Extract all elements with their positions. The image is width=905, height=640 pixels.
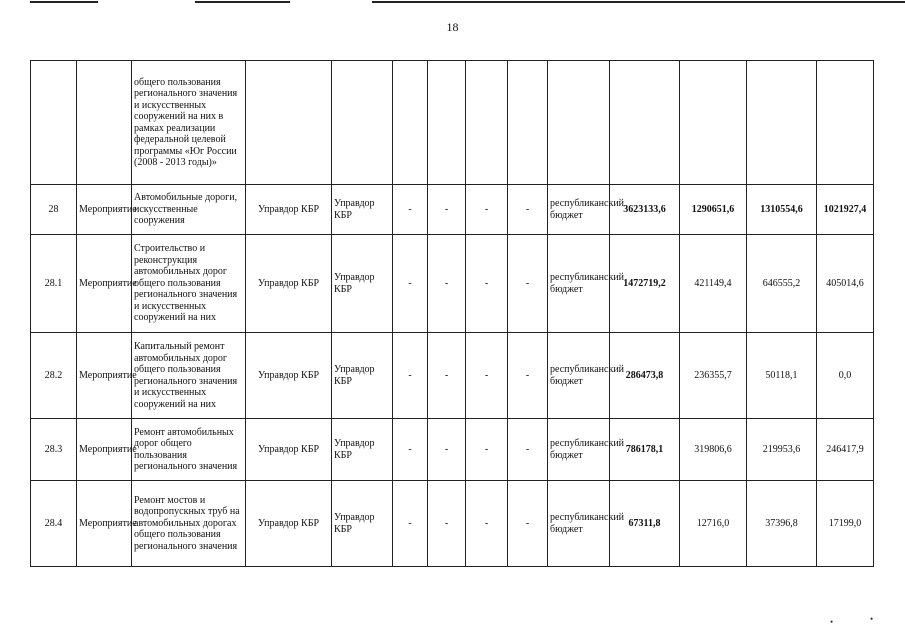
row-value-3: 246417,9 xyxy=(817,419,874,481)
row-executor: Управдор КБР xyxy=(246,235,332,333)
top-rule-middle xyxy=(195,1,290,3)
row-type: Мероприятие xyxy=(77,481,132,567)
row-dash: - xyxy=(466,481,508,567)
row-dash: - xyxy=(393,333,428,419)
row-source: республиканский бюджет xyxy=(548,235,610,333)
row-value-1: 12716,0 xyxy=(680,481,747,567)
row-value-1: 319806,6 xyxy=(680,419,747,481)
row-participant: Управдор КБР xyxy=(332,185,393,235)
row-value-1: 421149,4 xyxy=(680,235,747,333)
row-source: республиканский бюджет xyxy=(548,185,610,235)
row-dash: - xyxy=(393,235,428,333)
row-number: 28.1 xyxy=(31,235,77,333)
row-participant: Управдор КБР xyxy=(332,235,393,333)
row-dash: - xyxy=(393,185,428,235)
row-dash: - xyxy=(508,481,548,567)
row-participant: Управдор КБР xyxy=(332,333,393,419)
program-table xyxy=(30,60,874,567)
row-participant: Управдор КБР xyxy=(332,481,393,567)
row-value-2: 646555,2 xyxy=(747,235,817,333)
scan-speck: • xyxy=(870,614,874,624)
row-dash: - xyxy=(508,419,548,481)
row-name: Строительство и реконструкция автомобильных дорог общего пользования регионального значения и искусственных сооружений на них xyxy=(132,235,246,333)
table-row xyxy=(31,185,874,235)
row-dash: - xyxy=(466,235,508,333)
table-row xyxy=(31,235,874,333)
top-rule-left xyxy=(30,1,98,3)
row-value-3: 1021927,4 xyxy=(817,185,874,235)
row-participant: Управдор КБР xyxy=(332,419,393,481)
table-row xyxy=(31,481,874,567)
row-value-2: 50118,1 xyxy=(747,333,817,419)
row-value-3: 17199,0 xyxy=(817,481,874,567)
row-value-3: 0,0 xyxy=(817,333,874,419)
scan-speck: • xyxy=(830,617,834,627)
row-dash: - xyxy=(428,333,466,419)
continuation-text: общего пользования регионального значения и искусственных сооружений на них в рамках реализации федеральной целевой программы «Юг России (2008 - 2013 годы)» xyxy=(132,61,246,185)
table-row xyxy=(31,419,874,481)
row-dash: - xyxy=(428,185,466,235)
row-dash: - xyxy=(508,235,548,333)
row-name: Капитальный ремонт автомобильных дорог общего пользования регионального значения и искусственных сооружений на них xyxy=(132,333,246,419)
row-type: Мероприятие xyxy=(77,185,132,235)
row-value-1: 236355,7 xyxy=(680,333,747,419)
row-source: республиканский бюджет xyxy=(548,333,610,419)
row-dash: - xyxy=(393,481,428,567)
row-executor: Управдор КБР xyxy=(246,333,332,419)
row-source: республиканский бюджет xyxy=(548,481,610,567)
row-number: 28.2 xyxy=(31,333,77,419)
row-value-2: 1310554,6 xyxy=(747,185,817,235)
table-row xyxy=(31,333,874,419)
row-dash: - xyxy=(466,419,508,481)
row-dash: - xyxy=(508,185,548,235)
row-dash: - xyxy=(428,481,466,567)
table-row-continuation xyxy=(31,61,874,185)
row-value-3: 405014,6 xyxy=(817,235,874,333)
row-dash: - xyxy=(393,419,428,481)
row-value-1: 1290651,6 xyxy=(680,185,747,235)
row-name: Ремонт автомобильных дорог общего пользования регионального значения xyxy=(132,419,246,481)
row-value-2: 37396,8 xyxy=(747,481,817,567)
row-dash: - xyxy=(466,185,508,235)
row-number: 28.3 xyxy=(31,419,77,481)
row-total: 1472719,2 xyxy=(610,235,680,333)
row-type: Мероприятие xyxy=(77,419,132,481)
row-number: 28.4 xyxy=(31,481,77,567)
row-name: Ремонт мостов и водопропускных труб на автомобильных дорогах общего пользования регионального значения xyxy=(132,481,246,567)
row-dash: - xyxy=(466,333,508,419)
row-type: Мероприятие xyxy=(77,333,132,419)
row-dash: - xyxy=(428,419,466,481)
row-executor: Управдор КБР xyxy=(246,419,332,481)
row-type: Мероприятие xyxy=(77,235,132,333)
row-executor: Управдор КБР xyxy=(246,185,332,235)
row-source: республиканский бюджет xyxy=(548,419,610,481)
row-number: 28 xyxy=(31,185,77,235)
row-total: 3623133,6 xyxy=(610,185,680,235)
row-total: 67311,8 xyxy=(610,481,680,567)
row-total: 786178,1 xyxy=(610,419,680,481)
top-rule-right xyxy=(372,1,905,3)
row-name: Автомобильные дороги, искусственные сооружения xyxy=(132,185,246,235)
row-total: 286473,8 xyxy=(610,333,680,419)
row-executor: Управдор КБР xyxy=(246,481,332,567)
row-value-2: 219953,6 xyxy=(747,419,817,481)
page-number: 18 xyxy=(446,20,459,34)
row-dash: - xyxy=(508,333,548,419)
row-dash: - xyxy=(428,235,466,333)
